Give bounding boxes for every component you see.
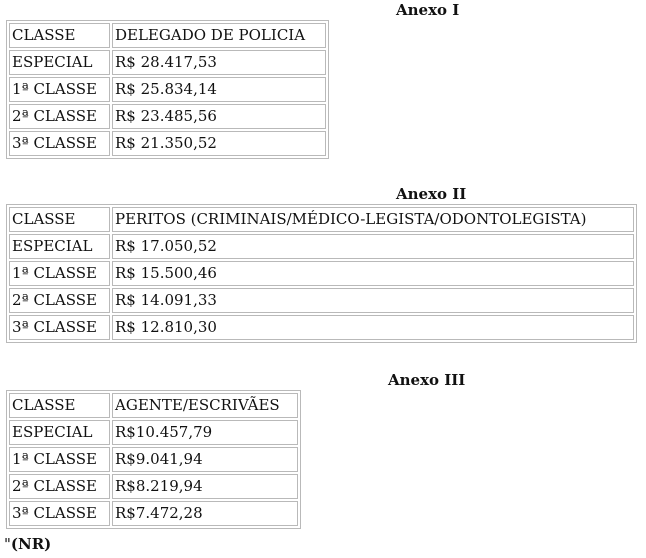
class-cell: 2ª CLASSE [9,104,110,129]
nr-label: (NR) [10,535,52,553]
annex-title: Anexo III [388,371,466,389]
header-cell-role: PERITOS (CRIMINAIS/MÉDICO-LEGISTA/ODONTOLEGISTA) [112,207,634,232]
salary-cell: R$ 12.810,30 [112,315,634,340]
salary-cell: R$ 25.834,14 [112,77,326,102]
annex-1 [6,0,460,159]
salary-cell: R$ 17.050,52 [112,234,634,259]
class-cell: 3ª CLASSE [9,501,110,526]
annex-3 [6,370,466,529]
class-cell: 1ª CLASSE [9,447,110,472]
table-row [9,104,326,129]
table-row [9,234,634,259]
annex-2 [6,184,637,343]
salary-cell: R$ 23.485,56 [112,104,326,129]
header-cell-class: CLASSE [9,393,110,418]
header-cell-role: DELEGADO DE POLICIA [112,23,326,48]
table-row [9,77,326,102]
table-row [9,447,298,472]
class-cell: 1ª CLASSE [9,77,110,102]
class-cell: ESPECIAL [9,234,110,259]
salary-cell: R$ 15.500,46 [112,261,634,286]
salary-cell: R$ 28.417,53 [112,50,326,75]
class-cell: 2ª CLASSE [9,474,110,499]
table-row [9,501,298,526]
table-header-row [9,207,634,232]
nr-note [4,534,51,554]
salary-cell: R$8.219,94 [112,474,298,499]
header-cell-class: CLASSE [9,207,110,232]
class-cell: ESPECIAL [9,420,110,445]
salary-cell: R$7.472,28 [112,501,298,526]
annex-title: Anexo II [396,185,467,203]
table-row [9,50,326,75]
table-row [9,261,634,286]
salary-table [6,204,637,343]
header-cell-role: AGENTE/ESCRIVÃES [112,393,298,418]
class-cell: 2ª CLASSE [9,288,110,313]
table-row [9,131,326,156]
header-cell-class: CLASSE [9,23,110,48]
salary-cell: R$10.457,79 [112,420,298,445]
class-cell: 1ª CLASSE [9,261,110,286]
table-row [9,420,298,445]
table-header-row [9,393,298,418]
table-row [9,288,634,313]
annex-title: Anexo I [396,1,460,19]
table-row [9,315,634,340]
salary-cell: R$9.041,94 [112,447,298,472]
salary-table [6,20,329,159]
table-row [9,474,298,499]
table-header-row [9,23,326,48]
class-cell: ESPECIAL [9,50,110,75]
salary-cell: R$ 21.350,52 [112,131,326,156]
salary-cell: R$ 14.091,33 [112,288,634,313]
nr-quote: " [4,535,11,553]
salary-table [6,390,301,529]
class-cell: 3ª CLASSE [9,131,110,156]
class-cell: 3ª CLASSE [9,315,110,340]
